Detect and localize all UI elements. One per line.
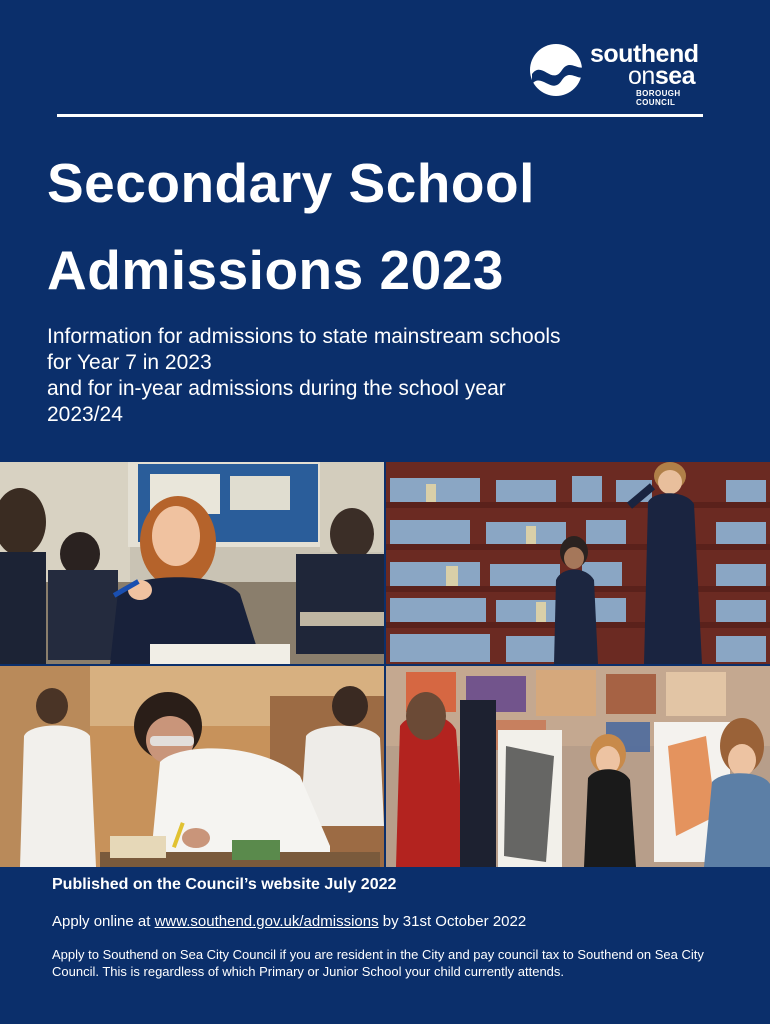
published-notice: Published on the Council’s website July 2022 (52, 876, 397, 893)
logo-text-sea: sea (654, 62, 696, 90)
photo-library (386, 462, 770, 664)
photo-classroom-student (0, 462, 384, 664)
divider-rule (57, 114, 703, 117)
page-title (47, 140, 727, 314)
apply-suffix: by 31st October 2022 (378, 913, 527, 930)
subtitle-line-2: for Year 7 in 2023 (47, 351, 212, 374)
logo-text-borough-council: BOROUGH COUNCIL (636, 89, 681, 107)
footer (52, 872, 757, 980)
logo-text-southend: southend (590, 40, 699, 68)
photo-art-room (386, 666, 770, 867)
subtitle-line-3: and for in-year admissions during the school year (47, 377, 506, 400)
subtitle-line-4: 2023/24 (47, 403, 123, 426)
admissions-link[interactable]: www.southend.gov.uk/admissions (154, 913, 379, 930)
logo-text-on: on (628, 62, 655, 90)
residency-note: Apply to Southend on Sea City Council if you are resident in the City and pay council tax to Southend on Sea City Council. This is regardless of which Primary or Junior School your child currently attends. (52, 947, 704, 979)
apply-prefix: Apply online at (52, 913, 155, 930)
title-line-2: Admissions 2023 (47, 239, 504, 301)
council-logo (528, 40, 718, 107)
subtitle-line-1: Information for admissions to state mainstream schools (47, 325, 561, 348)
photo-collage (0, 462, 770, 867)
wave-logo-icon (528, 42, 588, 98)
photo-science-lab (0, 666, 384, 867)
apply-online-text (52, 912, 757, 932)
page-subtitle (47, 324, 737, 428)
title-line-1: Secondary School (47, 152, 535, 214)
logo-text-onsea (628, 62, 695, 90)
